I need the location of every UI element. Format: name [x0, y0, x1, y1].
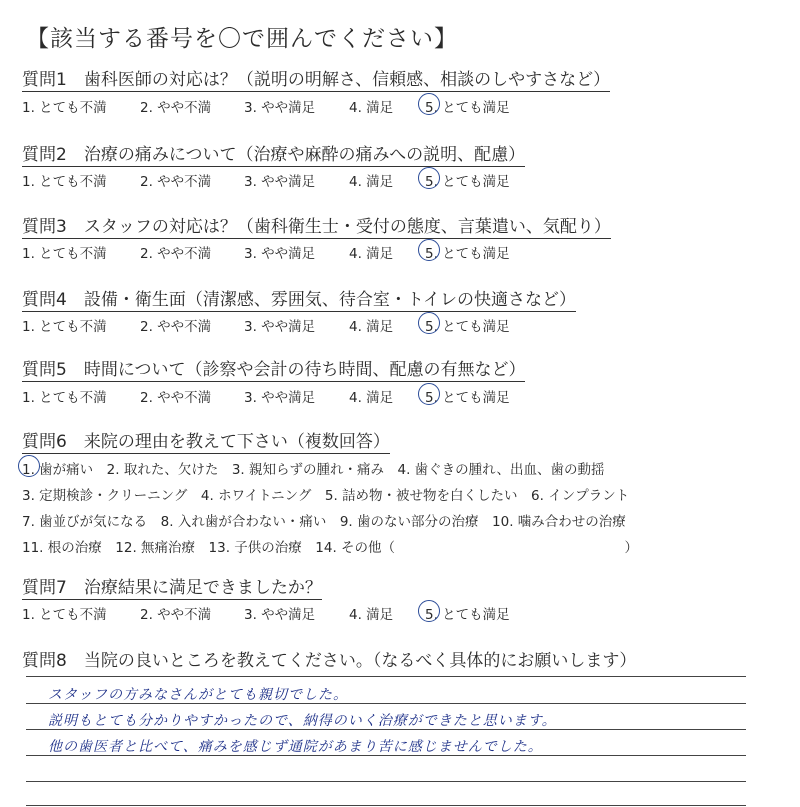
question-5-heading: 質問5 時間について（診察や会計の待ち時間、配慮の有無など） — [22, 360, 526, 380]
q6-selected-circle — [18, 455, 40, 477]
q5-selected-circle — [418, 383, 440, 405]
q5-option-3[interactable]: 3. やや満足 — [244, 390, 316, 406]
question-6-heading: 質問6 来院の理由を教えて下さい（複数回答） — [22, 432, 390, 452]
q2-option-3[interactable]: 3. やや満足 — [244, 174, 316, 190]
page-title: 【該当する番号を〇で囲んでください】 — [26, 26, 458, 52]
q4-option-2[interactable]: 2. やや不満 — [140, 319, 212, 335]
q3-option-5[interactable]: 5. とても満足 — [425, 246, 510, 262]
answer-line-5 — [26, 781, 746, 782]
q1-option-4[interactable]: 4. 満足 — [349, 100, 394, 116]
q7-option-3[interactable]: 3. やや満足 — [244, 607, 316, 623]
q3-option-3[interactable]: 3. やや満足 — [244, 246, 316, 262]
q1-option-1[interactable]: 1. とても不満 — [22, 100, 107, 116]
q2-option-1[interactable]: 1. とても不満 — [22, 174, 107, 190]
q5-option-5[interactable]: 5. とても満足 — [425, 390, 510, 406]
q1-option-3[interactable]: 3. やや満足 — [244, 100, 316, 116]
q2-option-5[interactable]: 5. とても満足 — [425, 174, 510, 190]
question-7-heading: 質問7 治療結果に満足できましたか？ — [22, 578, 322, 598]
q5-option-4[interactable]: 4. 満足 — [349, 390, 394, 406]
q1-selected-circle — [418, 93, 440, 115]
handwritten-answer-2[interactable]: 説明もとても分かりやすかったので、納得のいく治療ができたと思います。 — [48, 713, 557, 729]
question-4-heading: 質問4 設備・衛生面（清潔感、雰囲気、待合室・トイレの快適さなど） — [22, 290, 576, 310]
q6-reasons-line-4[interactable]: 11. 根の治療 12. 無痛治療 13. 子供の治療 14. その他（ ） — [22, 540, 639, 556]
q4-selected-circle — [418, 312, 440, 334]
q2-selected-circle — [418, 167, 440, 189]
q4-option-3[interactable]: 3. やや満足 — [244, 319, 316, 335]
handwritten-answer-3[interactable]: 他の歯医者と比べて、痛みを感じず通院があまり苦に感じませんでした。 — [48, 739, 543, 755]
question-1-heading: 質問1 歯科医師の対応は？（説明の明解さ、信頼感、相談のしやすさなど） — [22, 70, 611, 90]
q1-option-5[interactable]: 5. とても満足 — [425, 100, 510, 116]
handwritten-answer-1[interactable]: スタッフの方みなさんがとても親切でした。 — [48, 687, 348, 703]
q4-option-4[interactable]: 4. 満足 — [349, 319, 394, 335]
answer-line-6 — [26, 805, 746, 806]
q3-option-2[interactable]: 2. やや不満 — [140, 246, 212, 262]
q5-option-2[interactable]: 2. やや不満 — [140, 390, 212, 406]
q3-option-4[interactable]: 4. 満足 — [349, 246, 394, 262]
question-8-heading: 質問8 当院の良いところを教えてください。（なるべく具体的にお願いします） — [22, 651, 637, 671]
q7-option-4[interactable]: 4. 満足 — [349, 607, 394, 623]
q5-option-1[interactable]: 1. とても不満 — [22, 390, 107, 406]
q2-option-2[interactable]: 2. やや不満 — [140, 174, 212, 190]
answer-line-1 — [26, 676, 746, 677]
q6-reasons-line-1[interactable]: 1. 歯が痛い 2. 取れた、欠けた 3. 親知らずの腫れ・痛み 4. 歯ぐきの腫れ、出血、歯の動揺 — [22, 462, 605, 478]
q7-option-1[interactable]: 1. とても不満 — [22, 607, 107, 623]
q6-reasons-line-3[interactable]: 7. 歯並びが気になる 8. 入れ歯が合わない・痛い 9. 歯のない部分の治療 10. 噛み合わせの治療 — [22, 514, 626, 530]
q2-option-4[interactable]: 4. 満足 — [349, 174, 394, 190]
q7-option-5[interactable]: 5. とても満足 — [425, 607, 510, 623]
q7-option-2[interactable]: 2. やや不満 — [140, 607, 212, 623]
q6-reasons-line-2[interactable]: 3. 定期検診・クリーニング 4. ホワイトニング 5. 詰め物・被せ物を白くしたい 6. インプラント — [22, 488, 630, 504]
q3-selected-circle — [418, 239, 440, 261]
q1-option-2[interactable]: 2. やや不満 — [140, 100, 212, 116]
q4-option-5[interactable]: 5. とても満足 — [425, 319, 510, 335]
q7-selected-circle — [418, 600, 440, 622]
question-3-heading: 質問3 スタッフの対応は？（歯科衛生士・受付の態度、言葉遣い、気配り） — [22, 217, 611, 237]
q3-option-1[interactable]: 1. とても不満 — [22, 246, 107, 262]
q4-option-1[interactable]: 1. とても不満 — [22, 319, 107, 335]
question-2-heading: 質問2 治療の痛みについて（治療や麻酔の痛みへの説明、配慮） — [22, 145, 526, 165]
